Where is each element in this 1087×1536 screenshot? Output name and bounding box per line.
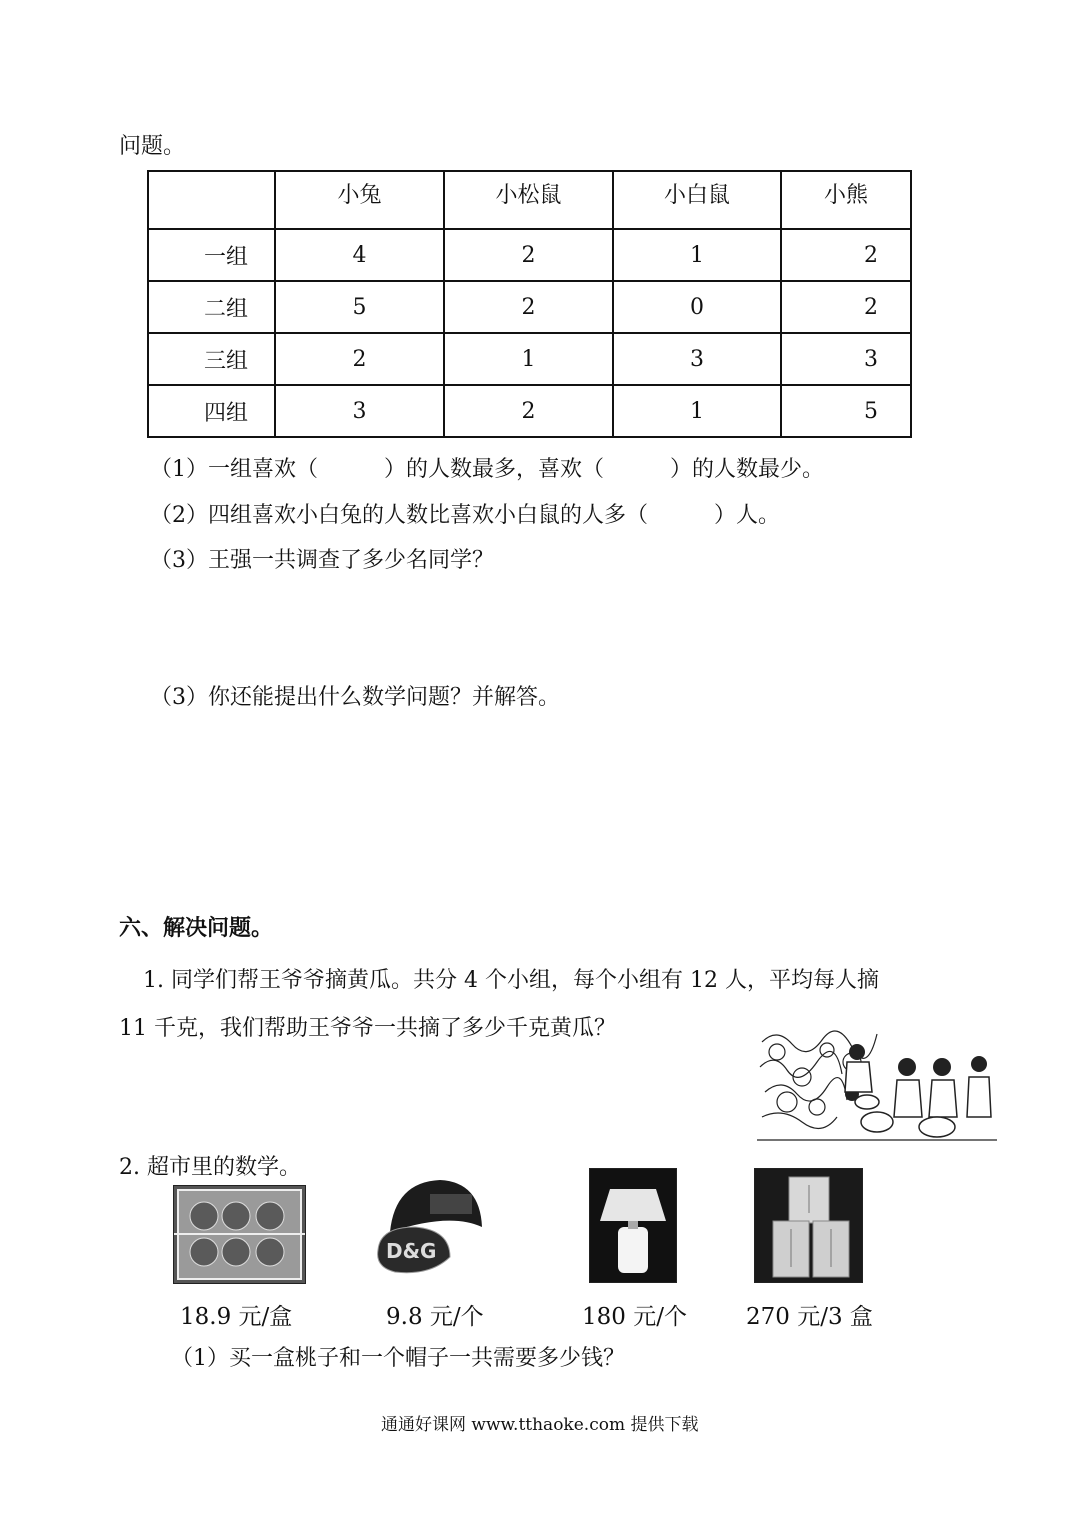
- section-title: 六、解决问题。: [119, 915, 274, 941]
- question-2: （2）四组喜欢小白兔的人数比喜欢小白鼠的人多（ ）人。: [150, 503, 780, 528]
- row-label: 二组: [148, 281, 275, 333]
- table-cell: 2: [275, 333, 444, 385]
- table-cell: 2: [444, 281, 613, 333]
- table-header-cell: [148, 171, 275, 229]
- peach-box-photo: [173, 1185, 306, 1284]
- table-cell: 5: [275, 281, 444, 333]
- question-1: （1）一组喜欢（ ）的人数最多，喜欢（ ）的人数最少。: [150, 457, 824, 482]
- table-cell: 1: [613, 229, 781, 281]
- footer-text: 通通好课网 www.tthaoke.com 提供下载: [381, 1415, 699, 1435]
- table-cell: 3: [613, 333, 781, 385]
- survey-table: [147, 170, 912, 438]
- tea-boxes-photo: [754, 1168, 863, 1283]
- table-cell: 3: [275, 385, 444, 437]
- row-label: 一组: [148, 229, 275, 281]
- price-cap: 9.8 元/个: [386, 1304, 484, 1330]
- intro-text: 问题。: [119, 134, 186, 159]
- table-cell: 2: [444, 385, 613, 437]
- table-header-cell: 小兔: [275, 171, 444, 229]
- row-label: 三组: [148, 333, 275, 385]
- table-row: [148, 281, 911, 333]
- table-cell: 0: [613, 281, 781, 333]
- table-cell: 2: [781, 229, 911, 281]
- row-label: 四组: [148, 385, 275, 437]
- table-row: [148, 229, 911, 281]
- table-cell: 5: [781, 385, 911, 437]
- table-cell: 2: [781, 281, 911, 333]
- table-row: [148, 385, 911, 437]
- table-cell: 1: [613, 385, 781, 437]
- table-cell: 4: [275, 229, 444, 281]
- table-row: [148, 333, 911, 385]
- table-header-cell: 小松鼠: [444, 171, 613, 229]
- cap-photo: [370, 1172, 488, 1280]
- problem-1-line-1: 1. 同学们帮王爷爷摘黄瓜。共分 4 个小组，每个小组有 12 人，平均每人摘: [143, 968, 879, 993]
- lamp-photo: [589, 1168, 677, 1283]
- question-4: （3）你还能提出什么数学问题？并解答。: [150, 685, 560, 710]
- price-lamp: 180 元/个: [582, 1304, 687, 1330]
- table-cell: 3: [781, 333, 911, 385]
- price-tea: 270 元/3 盒: [746, 1304, 873, 1330]
- table-header-cell: 小熊: [781, 171, 911, 229]
- cucumber-picking-illustration: [757, 1022, 997, 1142]
- price-peach: 18.9 元/盒: [180, 1304, 293, 1330]
- problem-2-title: 2. 超市里的数学。: [119, 1155, 301, 1180]
- table-header-cell: 小白鼠: [613, 171, 781, 229]
- cap-logo-text: D&G: [386, 1239, 437, 1263]
- question-3: （3）王强一共调查了多少名同学？: [150, 548, 494, 573]
- problem-1-line-2: 11 千克，我们帮助王爷爷一共摘了多少千克黄瓜？: [119, 1016, 616, 1041]
- table-cell: 1: [444, 333, 613, 385]
- shop-question-1: （1）买一盒桃子和一个帽子一共需要多少钱？: [171, 1346, 625, 1371]
- table-cell: 2: [444, 229, 613, 281]
- table-header-row: [148, 171, 911, 229]
